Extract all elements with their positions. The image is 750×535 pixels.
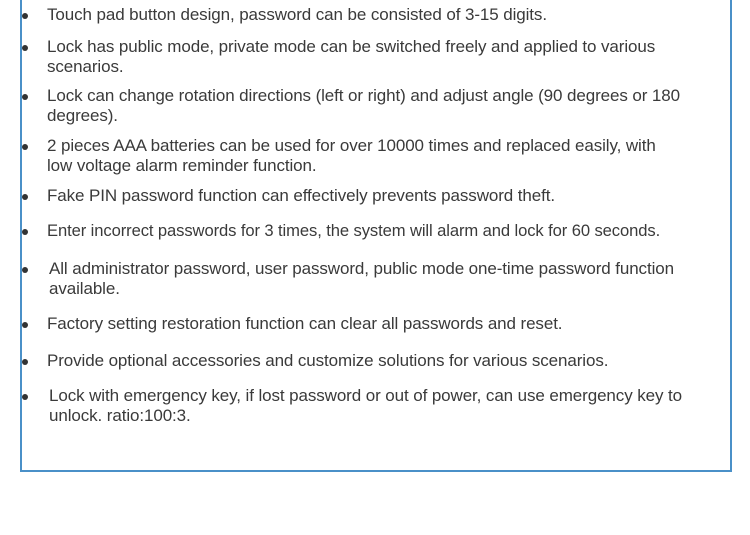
feature-text: Fake PIN password function can effectively prevents password theft.	[47, 186, 555, 205]
feature-text: Lock can change rotation directions (left or right) and adjust angle (90 degrees or 180 degrees).	[47, 86, 680, 125]
feature-text: Provide optional accessories and customize solutions for various scenarios.	[47, 351, 609, 370]
bullet-icon	[22, 94, 28, 100]
bullet-icon	[22, 229, 28, 235]
feature-text: Touch pad button design, password can be consisted of 3-15 digits.	[47, 5, 547, 24]
bullet-icon	[22, 394, 28, 400]
feature-text: 2 pieces AAA batteries can be used for over 10000 times and replaced easily, with low voltage alarm reminder function.	[47, 136, 656, 175]
bullet-icon	[22, 144, 28, 150]
bullet-icon	[22, 194, 28, 200]
bullet-icon	[22, 359, 28, 365]
feature-text: Lock has public mode, private mode can be switched freely and applied to various scenarios.	[47, 37, 656, 76]
feature-text: Lock with emergency key, if lost password or out of power, can use emergency key to unlock. ratio:100:3.	[49, 386, 682, 425]
bullet-icon	[22, 322, 28, 328]
bullet-icon	[22, 45, 28, 51]
feature-text: Factory setting restoration function can clear all passwords and reset.	[47, 314, 563, 333]
feature-text: All administrator password, user password, public mode one-time password function available.	[49, 259, 674, 298]
feature-text: Enter incorrect passwords for 3 times, the system will alarm and lock for 60 seconds.	[47, 221, 661, 240]
bullet-icon	[22, 13, 28, 19]
bullet-icon	[22, 267, 28, 273]
